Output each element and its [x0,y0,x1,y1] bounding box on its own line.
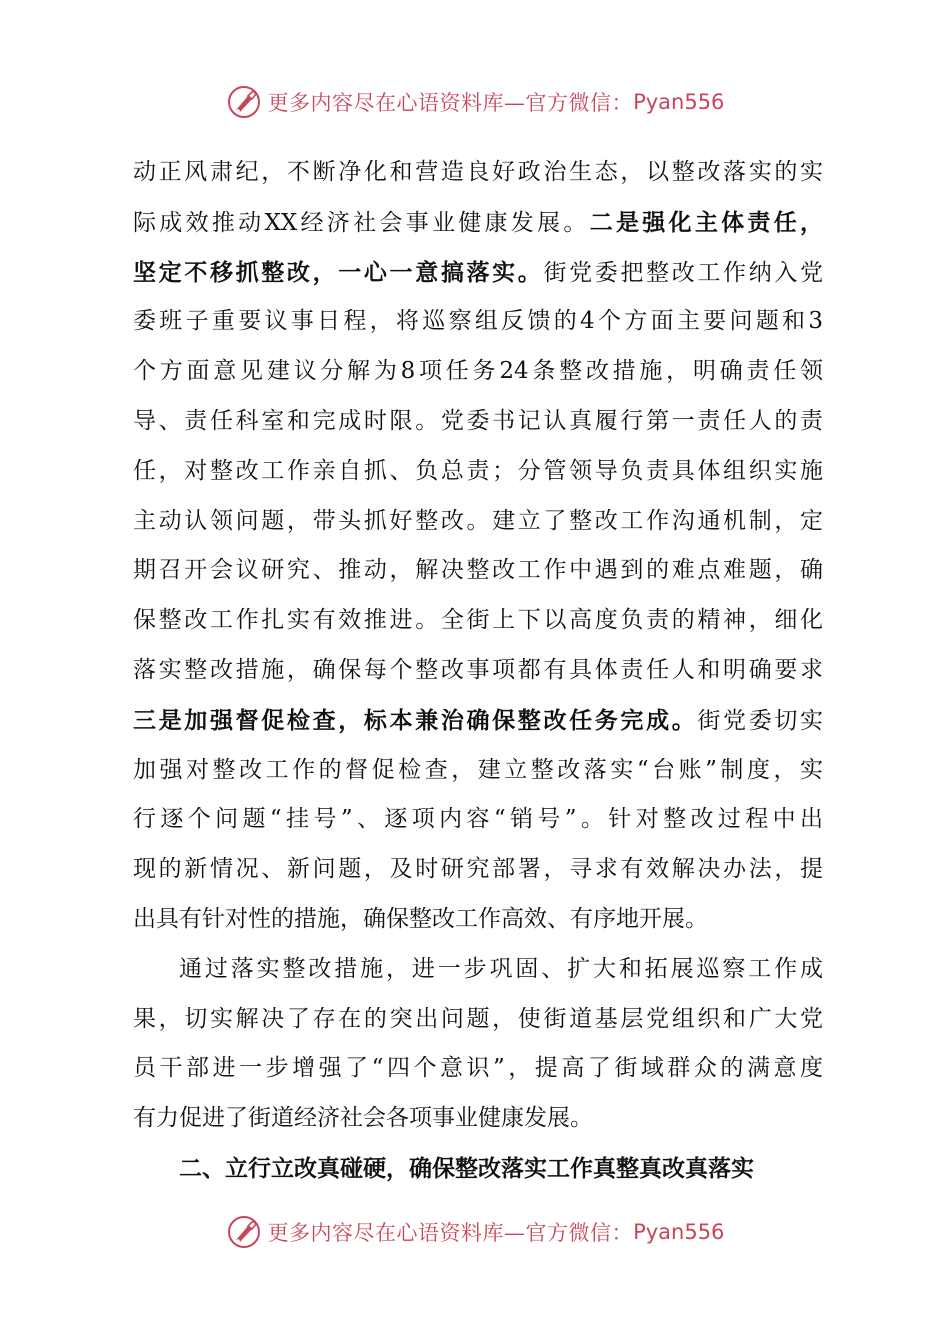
text-run: 现的新情况、新问题，及时研究部署，寻求有效解决办法，提 [133,856,823,883]
watermark-banner-top [0,82,950,122]
text-line [133,646,823,696]
watermark-text: 更多内容尽在心语资料库—官方微信： [267,1221,634,1245]
text-run: 主动认领问题，带头抓好整改。建立了整改工作沟通机制，定 [133,507,823,534]
text-line [133,1044,823,1094]
text-run: 街党委切实 [697,707,824,734]
text-line [133,845,823,895]
text-run: 导、责任科室和完成时限。党委书记认真履行第一责任人的责 [133,407,823,434]
text-line [133,397,823,447]
text-run: 出具有针对性的措施，确保整改工作高效、有序地开展。 [133,905,708,932]
bold-text-run: 二是强化主体责任， [589,208,824,236]
bold-text-run: 坚定不移抓整改，一心一意搞落实。 [133,258,544,286]
text-line [133,696,823,746]
watermark-account: Pyan556 [633,90,725,114]
text-line [133,497,823,547]
text-line [133,347,823,397]
text-line [133,895,823,945]
text-run: 际成效推动XX经济社会事业健康发展。 [133,209,590,236]
pen-nib-logo-icon [226,84,262,120]
bold-text-run: 三是加强督促检查，标本兼治确保整改任务完成。 [133,706,698,734]
pen-nib-logo-icon [226,1214,262,1250]
text-line [133,198,823,248]
text-run: 期召开会议研究、推动，解决整改工作中遇到的难点难题，确 [133,557,823,584]
watermark-text: 更多内容尽在心语资料库—官方微信： [267,91,634,115]
text-line [133,248,823,298]
text-run: 个方面意见建议分解为8项任务24条整改措施，明确责任领 [133,358,823,385]
text-run: 果，切实解决了存在的突出问题，使街道基层党组织和广大党 [133,1005,823,1032]
text-line [133,995,823,1045]
text-line [133,1094,823,1144]
text-run: 保整改工作扎实有效推进。全街上下以高度负责的精神，细化 [133,607,823,634]
text-line [133,795,823,845]
text-run: 通过落实整改措施，进一步巩固、扩大和拓展巡察工作成 [179,955,823,982]
text-line [133,148,823,198]
text-run: 员干部进一步增强了“四个意识”，提高了街域群众的满意度 [133,1055,823,1082]
text-run: 委班子重要议事日程，将巡察组反馈的4个方面主要问题和3 [133,308,823,335]
text-run: 落实整改措施，确保每个整改事项都有具体责任人和明确要求 [133,656,823,683]
text-run: 街党委把整改工作纳入党 [543,259,824,286]
watermark-account: Pyan556 [633,1220,725,1244]
text-run: 任，对整改工作亲自抓、负总责；分管领导负责具体组织实施 [133,457,823,484]
text-line [133,746,823,796]
document-body [133,148,823,1194]
text-run: 动正风肃纪，不断净化和营造良好政治生态，以整改落实的实 [133,159,823,185]
watermark-banner-bottom [0,1212,950,1252]
text-line [133,945,823,995]
text-line [133,546,823,596]
section-heading: 二、立行立改真碰硬，确保整改落实工作真整真改真落实 [179,1154,754,1182]
text-line [133,297,823,347]
text-line [133,447,823,497]
text-line [133,596,823,646]
text-run: 行逐个问题“挂号”、逐项内容“销号”。针对整改过程中出 [133,806,823,833]
text-run: 加强对整改工作的督促检查，建立整改落实“台账”制度，实 [133,756,823,783]
text-run: 有力促进了街道经济社会各项事业健康发展。 [133,1105,593,1132]
